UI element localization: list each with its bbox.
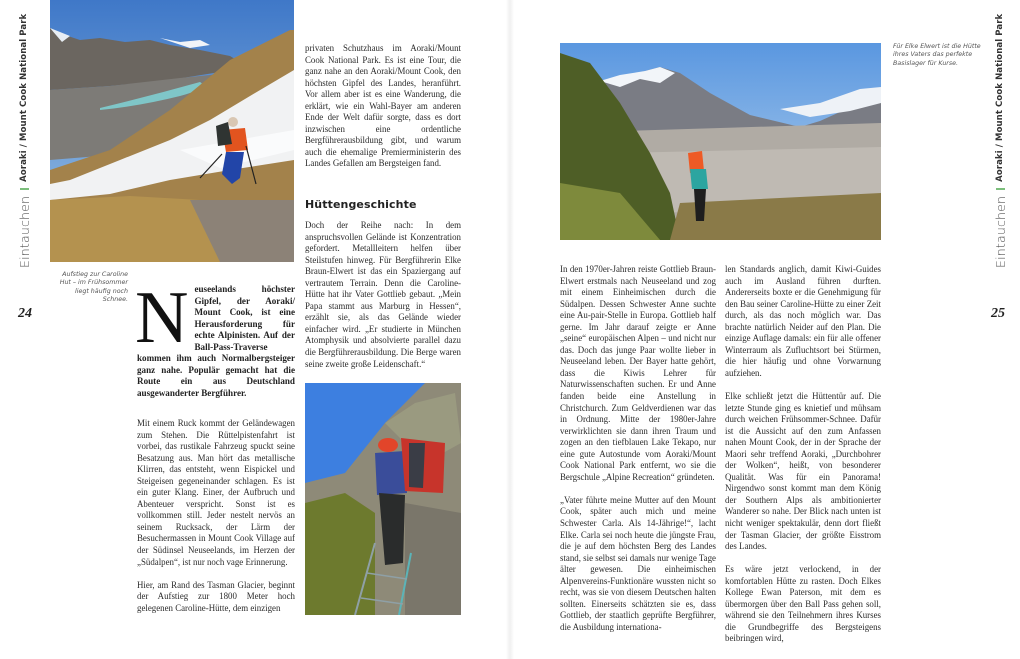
paragraph: privaten Schutzhaus im Aoraki/Mount Cook National Park. Es ist eine Tour, die ganz nahe an den Aoraki/Mount Cook, den höchsten Gipfel des Landes, heranführt. Vor allem aber ist es eine Wanderung, die erklärt, wie ein Wahl-Bayer am anderen Ende der Welt dafür sorgte, dass es dort inzwischen eine ordentliche Bergführerausbildung gibt, und warum auch die ehemalige Premierministerin des Landes Gefallen am Bergsteigen fand. (305, 43, 461, 169)
section-subhead: Hüttengeschichte (305, 198, 417, 211)
running-head-topic: Aoraki / Mount Cook National Park (995, 13, 1005, 182)
paragraph: Hier, am Rand des Tasman Glacier, beginnt der Aufstieg zur 1800 Meter hoch gelegenen Caroline-Hütte, dem einzigen (137, 579, 295, 613)
lead-paragraph (135, 277, 295, 399)
running-head-left (14, 8, 34, 268)
body-column-1 (137, 418, 295, 614)
body-column-2 (305, 43, 461, 170)
running-head-section: Eintauchen (16, 195, 32, 268)
drop-cap: N (135, 277, 189, 359)
paragraph: In den 1970er-Jahren reiste Gottlieb Braun-Elwert erstmals nach Neuseeland und zog mit einem Einheimischen durch die Südalpen. Dessen Schwester Anne suchte eine Au-pair-Stelle in Europa. Gottlieb half gerne. Im Jahr darauf zeigte er Anne „seine“ europäischen Alpen – und nicht nur das. Doch das junge Paar wollte lieber in Neuseeland leben. Der Bayer hatte gehört, dass die Kiwis Lehrer für Naturwissenschaften suchen. Er und Anne fanden beide eine Anstellung in Christchurch. Zum Geldverdienen war das in Ordnung. Mitte der 1980er-Jahre verwirklichten sie dann ihren Traum und zogen an den tiefblauen Lake Tekapo, nur eine gute Autostunde vom Aoraki/Mount Cook National Park entfernt, wo sie die Bergschule „Alpine Recreation“ gründeten. (560, 264, 716, 482)
lead-text: euseelands höchster Gipfel, der Aoraki/ Mount Cook, ist eine Herausforderung für echte Alpinisten. Auf der Ball-Pass-Traverse kommen ihm auch Normalbergsteiger ganz nahe. Populär gemacht hat die Route ein aus Deutschland ausgewanderter Bergführer. (137, 284, 295, 398)
body-column-1 (560, 264, 716, 633)
paragraph: Elke schließt jetzt die Hüttentür auf. Die letzte Stunde ging es knietief und mühsam durch weichen Frühsommer-Schnee. Dafür ist die Aussicht auf den zum Anfassen nahen Mount Cook, der in der Sprache der Maori sehr treffend Aoraki, „Durchbohrer der Wolken“, heißt, von besonderer Qualität. Was für ein Panorama! Nirgendwo sonst kommt man dem König der Southern Alps als ambitionierter Wanderer so nahe. Der Blick nach unten ist nicht weniger spektakulär, denn dort fließt der Tasman Glacier, der größte Eisstrom des Landes. (725, 390, 881, 552)
photo-hiker-snow-slope (50, 0, 294, 262)
body-column-2-continued (305, 220, 461, 370)
left-page (0, 0, 506, 659)
paragraph: Doch der Reihe nach: In dem anspruchsvollen Gelände ist Konzentration gefordert. Metallleitern helfen über Steilstufen hinweg. Für Bergführerin Elke Braun-Elwert ist das ein Spaziergang auf vertrautem Terrain. Denn die Caroline-Hütte hat ihr Vater Gottlieb gebaut. „Mein Papa stammt aus Marburg in Hessen“, erzählt sie, als das Gelände wieder einfacher wird. „Er studierte in München Atomphysik und absolvierte parallel dazu die Bergführerausbildung. Die Berge waren seine zweite große Leidenschaft.“ (305, 220, 461, 369)
running-head-right (990, 8, 1010, 268)
paragraph: Mit einem Ruck kommt der Geländewagen zum Stehen. Die Rüttelpistenfahrt ist vorbei, das rustikale Fahrzeug spuckt seine Besatzung aus. Man hört das metallische Klirren, das entsteht, wenn Eispickel und Steigeisen gegeneinander schlagen. Es ist ein guter Klang. Einer, der Aufbruch und Abenteuer verspricht. Sonst ist es vollkommen still. Jeder nestelt nervös an seinem Rucksack, der Lärm der Besuchermassen in Mount Cook Village auf der Südinsel Neuseelands, im Herzen der „Südalpen“, ist nur noch vage Erinnerung. (137, 418, 295, 567)
paragraph: „Vater führte meine Mutter auf den Mount Cook, später auch mich und meine Schwester Carla. Als 14-Jährige!“, lacht Elke. Carla sei noch heute die jüngste Frau, die je auf dem höchsten Berg des Landes stand, sie selbst sei damals nur wenige Tage älter gewesen. Die einheimischen Alpenvereins-Funktionäre wussten nicht so recht, was sie von diesem Deutschen halten sollten. Einerseits schätzten sie es, dass Gottlieb, der staatlich geprüfte Bergführer, die Ausbildung internationa- (560, 494, 716, 632)
right-page (514, 0, 1020, 659)
running-head-topic: Aoraki / Mount Cook National Park (19, 13, 29, 182)
photo-caption: Aufstieg zur Caroline Hut – im Frühsommer liegt häufig noch Schnee. (59, 271, 128, 303)
photo-caption: Für Elke Elwert ist die Hütte ihres Vaters das perfekte Basislager für Kurse. (893, 43, 981, 67)
page-number: 24 (18, 306, 32, 321)
photo-hiker-glacier-valley (560, 43, 881, 240)
paragraph: Es wäre jetzt verlockend, in der komfortablen Hütte zu rasten. Doch Elkes Kollege Ewan Paterson, mit dem es übermorgen über den Ball Pass gehen soll, während sie den Teilnehmern ihres Kurses die Grundbegriffe des Bergsteigens beibringen wird, (725, 564, 881, 644)
body-column-2 (725, 264, 881, 645)
running-head-separator (996, 188, 1005, 190)
running-head-section: Eintauchen (992, 195, 1008, 268)
paragraph: len Standards anglich, damit Kiwi-Guides auch im Ausland führen durften. Andererseits boxte er die Genehmigung für den Bau seiner Caroline-Hütte zu einer Zeit durch, als das noch möglich war. Das brachte natürlich Neider auf den Plan. Die einzige Auflage damals: ein für alle offener Winterraum als Zufluchtsort bei Stürmen, die hier häufig und ohne Vorwarnung aufziehen. (725, 264, 881, 378)
gutter (506, 0, 514, 659)
running-head-separator (20, 188, 29, 190)
page-number: 25 (991, 306, 1005, 321)
photo-ladder-climber (305, 383, 461, 615)
